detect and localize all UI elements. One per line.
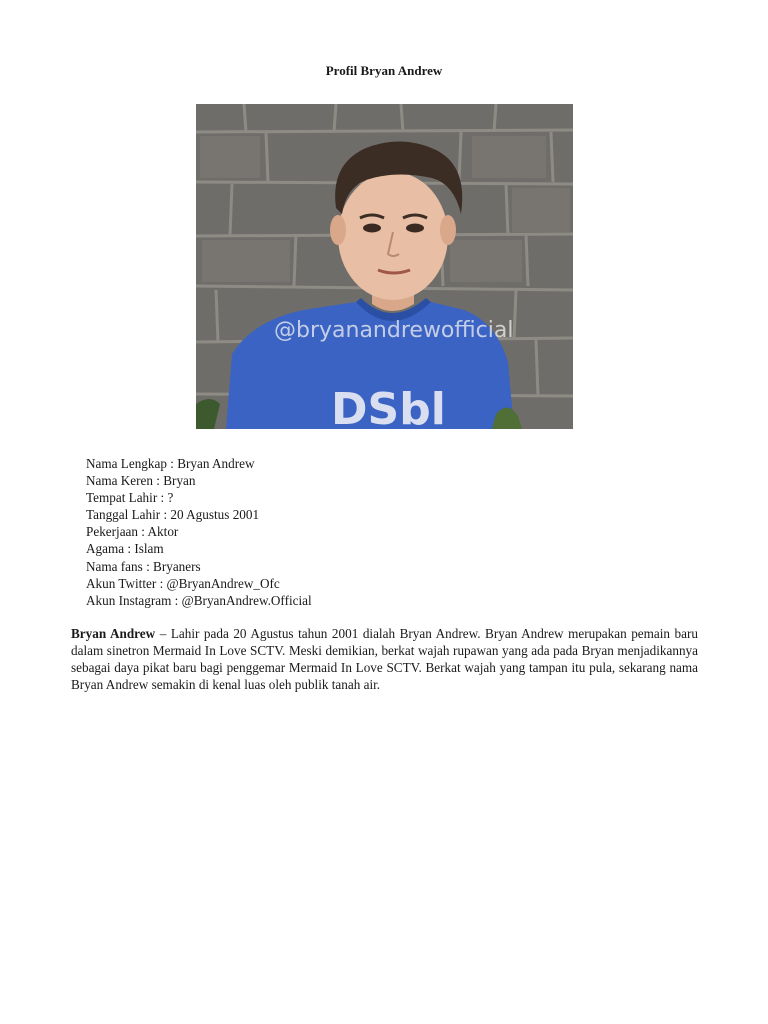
photo-watermark: @bryanandrewofficial: [274, 318, 514, 343]
bio-text: – Lahir pada 20 Agustus tahun 2001 dialah Bryan Andrew. Bryan Andrew merupakan pemain baru dalam sinetron Mermaid In Love SCTV. Meski demikian, berkat wajah rupawan yang ada pada Bryan menjadikannya sebagai daya pikat baru bagi penggemar Mermaid In Love SCTV. Berkat wajah yang tampan itu pula, sekarang nama Bryan Andrew semakin di kenal luas oleh publik tanah air.: [71, 626, 698, 692]
info-label: Nama Keren: [86, 473, 153, 489]
info-separator: :: [166, 456, 178, 471]
info-value: Islam: [134, 541, 164, 557]
page-title: Profil Bryan Andrew: [325, 63, 443, 78]
info-label: Tempat Lahir: [86, 490, 158, 506]
info-value: ?: [167, 490, 174, 506]
info-row: [86, 558, 312, 575]
info-row: [86, 489, 312, 506]
info-separator: :: [138, 524, 148, 540]
info-value: @BryanAndrew.Official: [181, 592, 312, 608]
info-label: Nama fans: [86, 558, 143, 574]
info-row: [86, 540, 312, 557]
info-value: Bryan Andrew: [177, 456, 255, 471]
info-value: Bryan: [163, 473, 196, 489]
info-value: Aktor: [147, 524, 179, 540]
info-separator: :: [153, 473, 164, 489]
info-label: Akun Instagram: [86, 592, 172, 608]
info-label: Nama Lengkap: [86, 456, 167, 471]
info-separator: :: [142, 558, 154, 574]
profile-info-list: [86, 455, 312, 609]
bio-paragraph: [71, 625, 698, 693]
info-value: 20 Agustus 2001: [170, 507, 260, 523]
profile-photo: [196, 104, 573, 429]
info-row: [86, 472, 312, 489]
info-separator: :: [160, 507, 171, 523]
info-separator: :: [157, 490, 168, 506]
info-row: [86, 455, 312, 472]
info-row: [86, 506, 312, 523]
info-value: Bryaners: [153, 558, 201, 574]
info-separator: :: [124, 541, 135, 557]
info-row: [86, 592, 312, 609]
info-label: Pekerjaan: [86, 524, 138, 540]
bio-name: Bryan Andrew: [71, 626, 156, 641]
info-row: [86, 523, 312, 540]
info-value: @BryanAndrew_Ofc: [166, 575, 280, 591]
info-label: Agama: [86, 541, 125, 557]
info-label: Tanggal Lahir: [86, 507, 161, 523]
info-row: [86, 575, 312, 592]
info-label: Akun Twitter: [86, 575, 157, 591]
shirt-print: DSbl: [331, 384, 446, 429]
info-separator: :: [156, 575, 167, 591]
info-separator: :: [171, 592, 182, 608]
